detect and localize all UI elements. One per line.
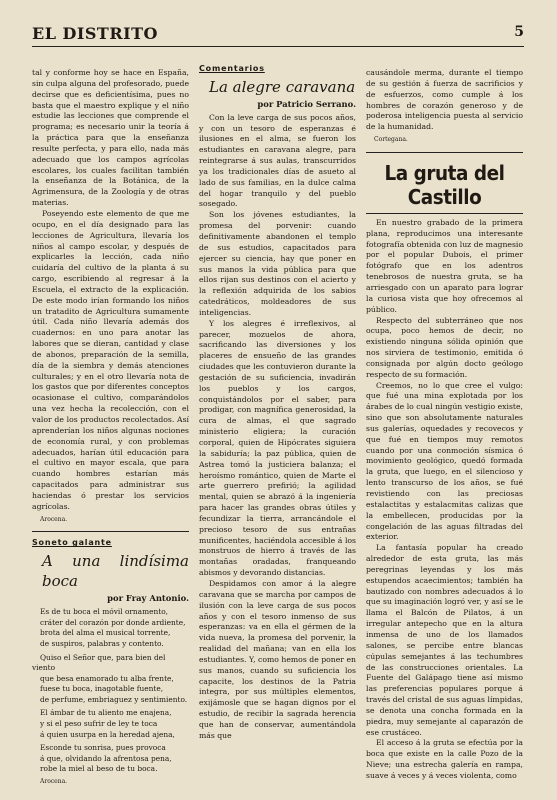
verse-line: de perfume, embriaguez y sentimiento. [40,694,188,704]
page-number: 5 [514,24,524,40]
paragraph: Respecto del subterráneo que nos ocupa, poco hemos de decir, no existiendo ninguna sólida opinión que nos sirviera de testimonio, emitida ó consignada por algún docto geólogo respecto de su formación. [366,315,523,379]
signature: Cortegana. [374,136,408,144]
verse-line: á que, olvidando la afrentosa pena, [40,753,172,763]
verse-line: á quien usurpa en la heredad ajena, [40,729,175,739]
article-title: A una lindísima boca [42,552,189,591]
page-header [32,20,524,47]
verse-line: de suspiros, palabras y contento. [40,638,164,648]
paragraph: En nuestro grabado de la primera plana, reproducimos una interesante fotografía obtenida con luz de magnesio por el popular Dubois, el primer fotógrafo que en los adentros tenebrosos de nuestra gruta, se ha arriesgado con un aparato para lograr la curiosa vista que hoy ofrecemos al público. [366,217,523,314]
verse-line: brota del alma el musical torrente, [40,628,171,638]
section-header: Soneto galante [32,538,112,548]
article-author: por Patricio Serrano. [257,98,356,109]
article-title: La gruta del Castillo [384,160,505,209]
paragraph: causándole merma, durante el tiempo de su gestión á fuerza de sacrificios y de esfuerzos, como cumple á los hombres de corazón generoso y de poderosa inteligencia puesta al servicio de la humanidad. [366,68,523,132]
article-title: La alegre caravana [209,77,356,96]
signature: Arocena. [40,515,68,523]
paragraph: La fantasía popular ha creado alrededor de esta gruta, las más peregrinas leyendas y los más estupendos acaecimientos; también ha bautizado con nombres adecuados á lo que su imaginación logró ver, y así se le llama el Balcón de Pilatos, á un irregular antepecho que en la altura inmensa de uno de los llamados salones, se percibe entre blancas cúpulas semejantes á las techumbres de las construcciones orientales. La Fuente del Galápago tiene así mismo las preferencias populares porque á través del cristal de sus aguas límpidas, se denota una concha formada en la piedra, muy semejante al caparazón de ese crustáceo. [366,543,523,737]
divider [366,152,523,153]
verse-line: y si el peso sufrir de ley te toca [40,719,158,729]
verse-line: Es de tu boca el móvil ornamento, [40,607,169,617]
paragraph: Despidamos con amor á la alegre caravana que se marcha por campos de ilusión con la leve carga de sus pocos años y con el tesoro inmenso de sus esperanzas: va en ella el gérmen de la vida nueva, la promesa del porvenir, la realidad del mañana; van en ella los estudiantes. Y, como hemos de poner en sus manos, cuando su suficiencia los capacite, los destinos de la Patria integra, por sus múltiples elementos, exijámosle que se hagan dignos por el estudio, de recibir la sagrada herencia que han de conservar, aumentándola más que [199,578,356,740]
paragraph: Con la leve carga de sus pocos años, y con un tesoro de esperanzas é ilusiones en el alma, se fueron los estudiantes en caravana alegre, para reintegrarse á sus aulas, transcurridos ya los tradicionales días de asueto al lado de sus familias, en la dulce calma del hogar tranquilo y del pueblo sosegado. [199,112,356,209]
column-right [366,68,523,782]
verse-line: robe la miel al beso de tu boca. [40,764,158,774]
verse-line: que besa enamorado tu alba frente, [40,673,174,683]
article-author: por Fray Antonio. [107,593,189,604]
sonnet [32,607,189,775]
column-left [32,68,189,788]
verse-line: Esconde tu sonrisa, pues provoca [40,743,166,753]
verse-line: cráter del corazón por donde ardiente, [40,617,186,627]
paragraph: Son los jóvenes estudiantes, la promesa del porvenir: cuando definitivamente abandonen el templo de sus estudios, capacitados para ejercer su ciencia, hay que poner en sus manos la vida pública para que ellos rijan sus destinos con el acierto y la reflexión adquirida de los sabios catedráticos, moldeadores de sus inteligencias. [199,210,356,317]
verse-line: Quiso el Señor que, para bien del viento [32,652,166,673]
divider [366,213,523,214]
paragraph: Creemos, no lo que cree el vulgo: que fué una mina explotada por los árabes de lo cual ningún vestigio existe, sino que son absolutamente naturales sus galerías, oquedades y recovecos y que fué en tiempos muy remotos cuando por una conmoción sísmica ó movimiento geológico, quedó formada la gruta, que luego, en el silencioso y lento transcurso de los años, se fué revistiendo con las preciosas estalactitas y estalacmitas calizas que la embellecen, producidas por la congelación de las aguas filtradas del exterior. [366,380,523,542]
paragraph: tal y conforme hoy se hace en España, sin culpa alguna del profesorado, puede decirse que es deficientísima, pues no basta que el maestro explique y el niño estudie las lecciones que comprende el programa; es necesario unir la teoría á la práctica para que la enseñanza resulte perfecta, y para ello, nada más adecuado que los campos agrícolas escolares, los cuales facilitan también la enseñanza de la Botánica, de la Agrimensura, de la Zoología y de otras materias. [32,68,189,208]
section-header: Comentarios [199,64,265,73]
divider [32,531,189,532]
paragraph: Poseyendo este elemento de que me ocupo, en el día designado para las lecciones de Agricultura, llevaría los niños al campo escolar, y después de explicarles la lección, cada niño cuidaría del cultivo de la planta á su cargo, escribiendo al regresar á la Escuela, el extracto de la explicación. De este modo irían formando los niños un tratadito de Agricultura sumamente útil. Cada niño llevaría además dos cuadernos: en uno para anotar las labores que se dieran, cantidad y clase de abonos, preparación de la semilla, día de la siembra y demás atenciones culturales; y en el otro llevaría nota de los gastos que por diferentes conceptos ocasionase el cultivo, comparándolos una vez hecha la recolección, con el valor de los productos recolectados. Así aprenderían los niños algunas nociones de economía rural, y con problemas adecuados, harían útil educación para el cultivo en mayor escala, que para cuando hombres estarían más capacitados para administrar sus haciendas ó prestar los servicios agrícolas. [32,208,189,511]
newspaper-title: EL DISTRITO [32,24,158,43]
paragraph: Y los alegres é irreflexivos, al parecer, mozuelos de ahora, sacrificando las diversiones y los placeres de ensueño de las grandes ciudades que les contuvieron durante la gestación de su suficiencia, invadirán los pueblos y los cargos, conquistándolos por el saber, para prodigar, con magnífica generosidad, la cura de almas, el que sagrado ministerio eligiera; la curación corporal, quien de Hipócrates siguiera la sabiduría; la paz pública, quien de Astrea tomó la justiciera balanza; el heroísmo romántico, quien de Marte el arte guerrero prefirió; la agilidad mental, quien se abrazó á la ingeniería para hacer las grandes obras útiles y fecundizar la tierra, arrancándole el precioso tesoro de sus entrañas munificentes, haciéndola accesible á los monstruos de hierro á través de las montañas oradadas, franqueando abismos y devorando distancias. [199,318,356,578]
verse-line: fuese tu boca, inagotable fuente, [40,684,164,694]
verse-line: El ámbar de tu aliento me enajena, [40,708,172,718]
paragraph: El acceso á la gruta se efectúa por la boca que existe en la calle Pozo de la Nieve; una estrecha galería en rampa, suave á veces y á veces violenta, como [366,738,523,780]
column-middle [199,64,356,742]
signature: Arocena. [40,778,68,786]
